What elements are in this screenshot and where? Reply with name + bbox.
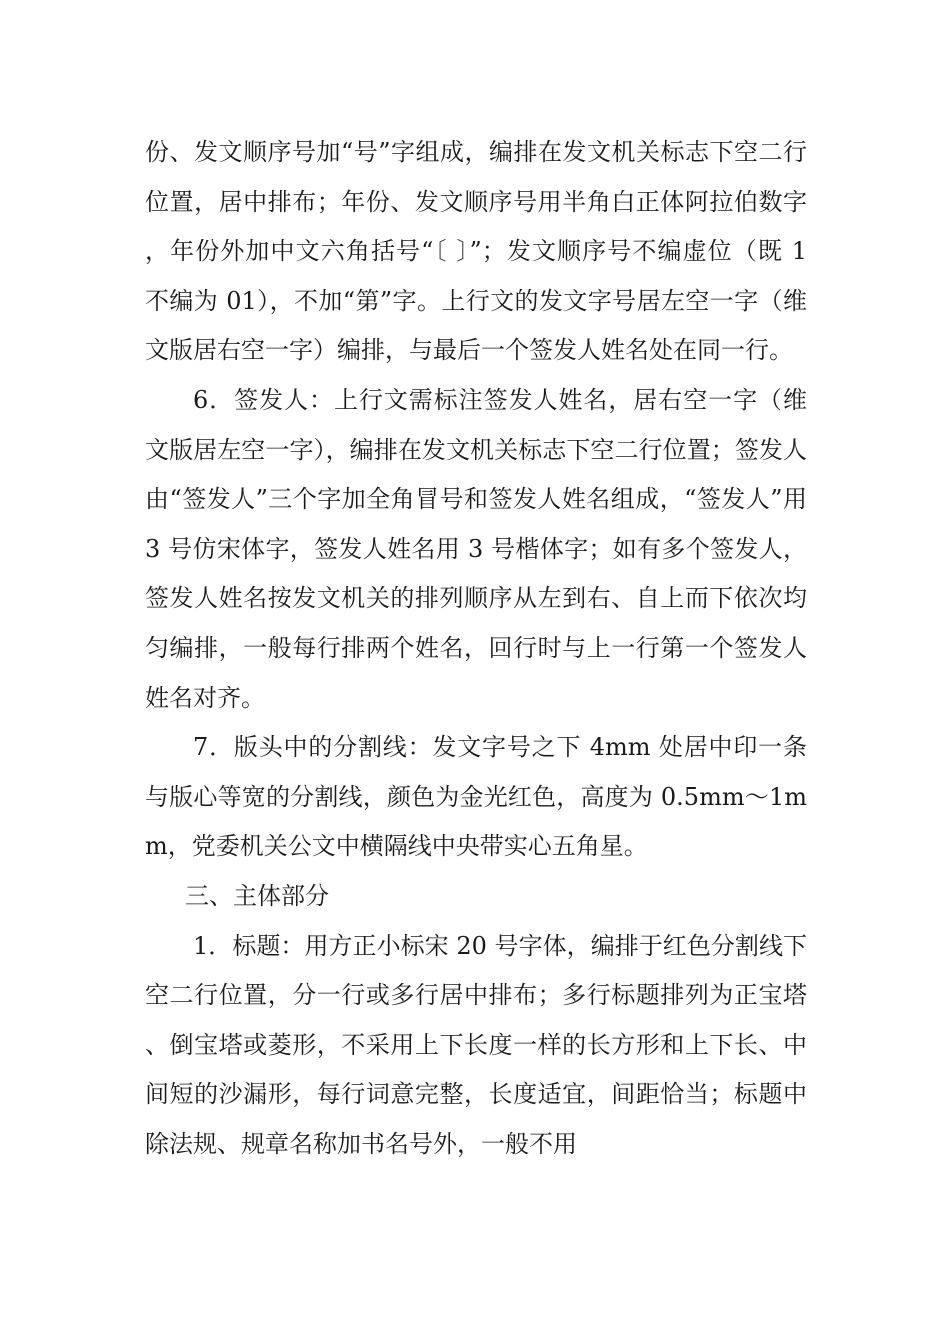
section-heading-main-body: 三、主体部分 [185,881,329,910]
paragraph-continuation: 份、发文顺序号加“号”字组成，编排在发文机关标志下空二行位置，居中排布；年份、发文顺序号用半角白正体阿拉伯数字，年份外加中文六角括号“〔 〕”；发文顺序号不编虚位（既 1 不编为 01），不加“第”字。上行文的发文字号居左空一字（维文版居右空一字）编排，与最后一个签发人姓名处在同一行。 [145,138,807,365]
paragraph-divider-line: 7．版头中的分割线：发文字号之下 4mm 处居中印一条与版心等宽的分割线，颜色为金光红色，高度为 0.5mm～1mm，党委机关公文中横隔线中央带实心五角星。 [145,733,807,861]
document-body [145,128,807,1169]
paragraph-title: 1．标题：用方正小标宋 20 号字体，编排于红色分割线下空二行位置，分一行或多行居中排布；多行标题排列为正宝塔、倒宝塔或菱形，不采用上下长度一样的长方形和上下长、中间短的沙漏形，每行词意完整，长度适宜，间距恰当；标题中除法规、规章名称加书名号外，一般不用 [145,931,807,1158]
paragraph-signer: 6．签发人：上行文需标注签发人姓名，居右空一字（维文版居左空一字），编排在发文机关标志下空二行位置；签发人由“签发人”三个字加全角冒号和签发人姓名组成，“签发人”用 3 号仿宋体字，签发人姓名用 3 号楷体字；如有多个签发人，签发人姓名按发文机关的排列顺序从左到右、自上而下依次均匀编排，一般每行排两个姓名，回行时与上一行第一个签发人姓名对齐。 [145,385,807,712]
